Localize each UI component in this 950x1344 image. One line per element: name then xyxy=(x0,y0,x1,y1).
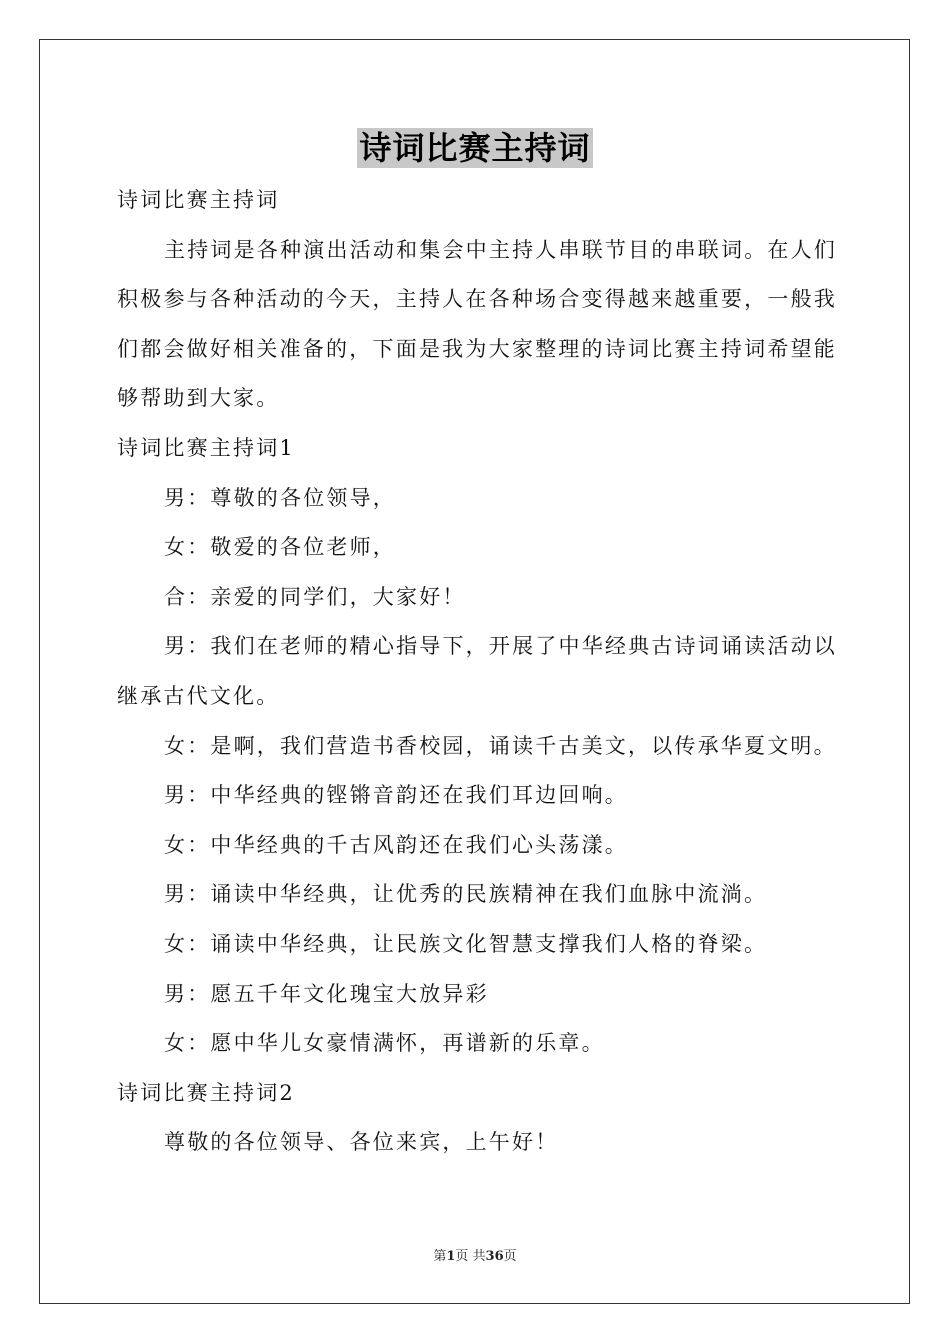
title-wrap xyxy=(0,128,950,168)
intro-paragraph: 主持词是各种演出活动和集会中主持人串联节目的串联词。在人们积极参与各种活动的今天，主持人在各种场合变得越来越重要，一般我们都会做好相关准备的，下面是我为大家整理的诗词比赛主持词希望能够帮助到大家。 xyxy=(117,237,837,411)
document-title: 诗词比赛主持词 xyxy=(359,129,591,167)
dialogue-line: 女：中华经典的千古风韵还在我们心头荡漾。 xyxy=(164,832,628,857)
dialogue-paragraph: 男：我们在老师的精心指导下，开展了中华经典古诗词诵读活动以继承古代文化。 xyxy=(117,634,837,708)
dialogue-line: 合：亲爱的同学们，大家好！ xyxy=(164,584,466,609)
footer-page-current: 1 xyxy=(446,1249,456,1264)
dialogue-line: 女：愿中华儿女豪情满怀，再谱新的乐章。 xyxy=(164,1031,605,1056)
footer-suffix: 页 xyxy=(503,1249,517,1264)
dialogue-line: 女：是啊，我们营造书香校园，诵读千古美文，以传承华夏文明。 xyxy=(164,733,837,758)
dialogue-line: 尊敬的各位领导、各位来宾，上午好！ xyxy=(164,1130,559,1155)
section-heading-1: 诗词比赛主持词1 xyxy=(117,435,295,460)
footer-prefix: 第 xyxy=(433,1249,447,1264)
footer-page-total: 36 xyxy=(485,1249,504,1264)
section-heading-2: 诗词比赛主持词2 xyxy=(117,1080,295,1105)
dialogue-line: 女：敬爱的各位老师， xyxy=(164,535,396,560)
dialogue-line: 女：诵读中华经典，让民族文化智慧支撑我们人格的脊梁。 xyxy=(164,931,768,956)
footer-mid: 页 共 xyxy=(455,1249,486,1264)
dialogue-line: 男：尊敬的各位领导， xyxy=(164,485,396,510)
document-body xyxy=(117,176,837,1168)
dialogue-line: 男：愿五千年文化瑰宝大放异彩 xyxy=(164,981,489,1006)
subtitle: 诗词比赛主持词 xyxy=(117,188,280,212)
dialogue-line: 男：中华经典的铿锵音韵还在我们耳边回响。 xyxy=(164,783,628,808)
dialogue-line: 男：诵读中华经典，让优秀的民族精神在我们血脉中流淌。 xyxy=(164,882,768,907)
page-footer xyxy=(0,1245,950,1264)
